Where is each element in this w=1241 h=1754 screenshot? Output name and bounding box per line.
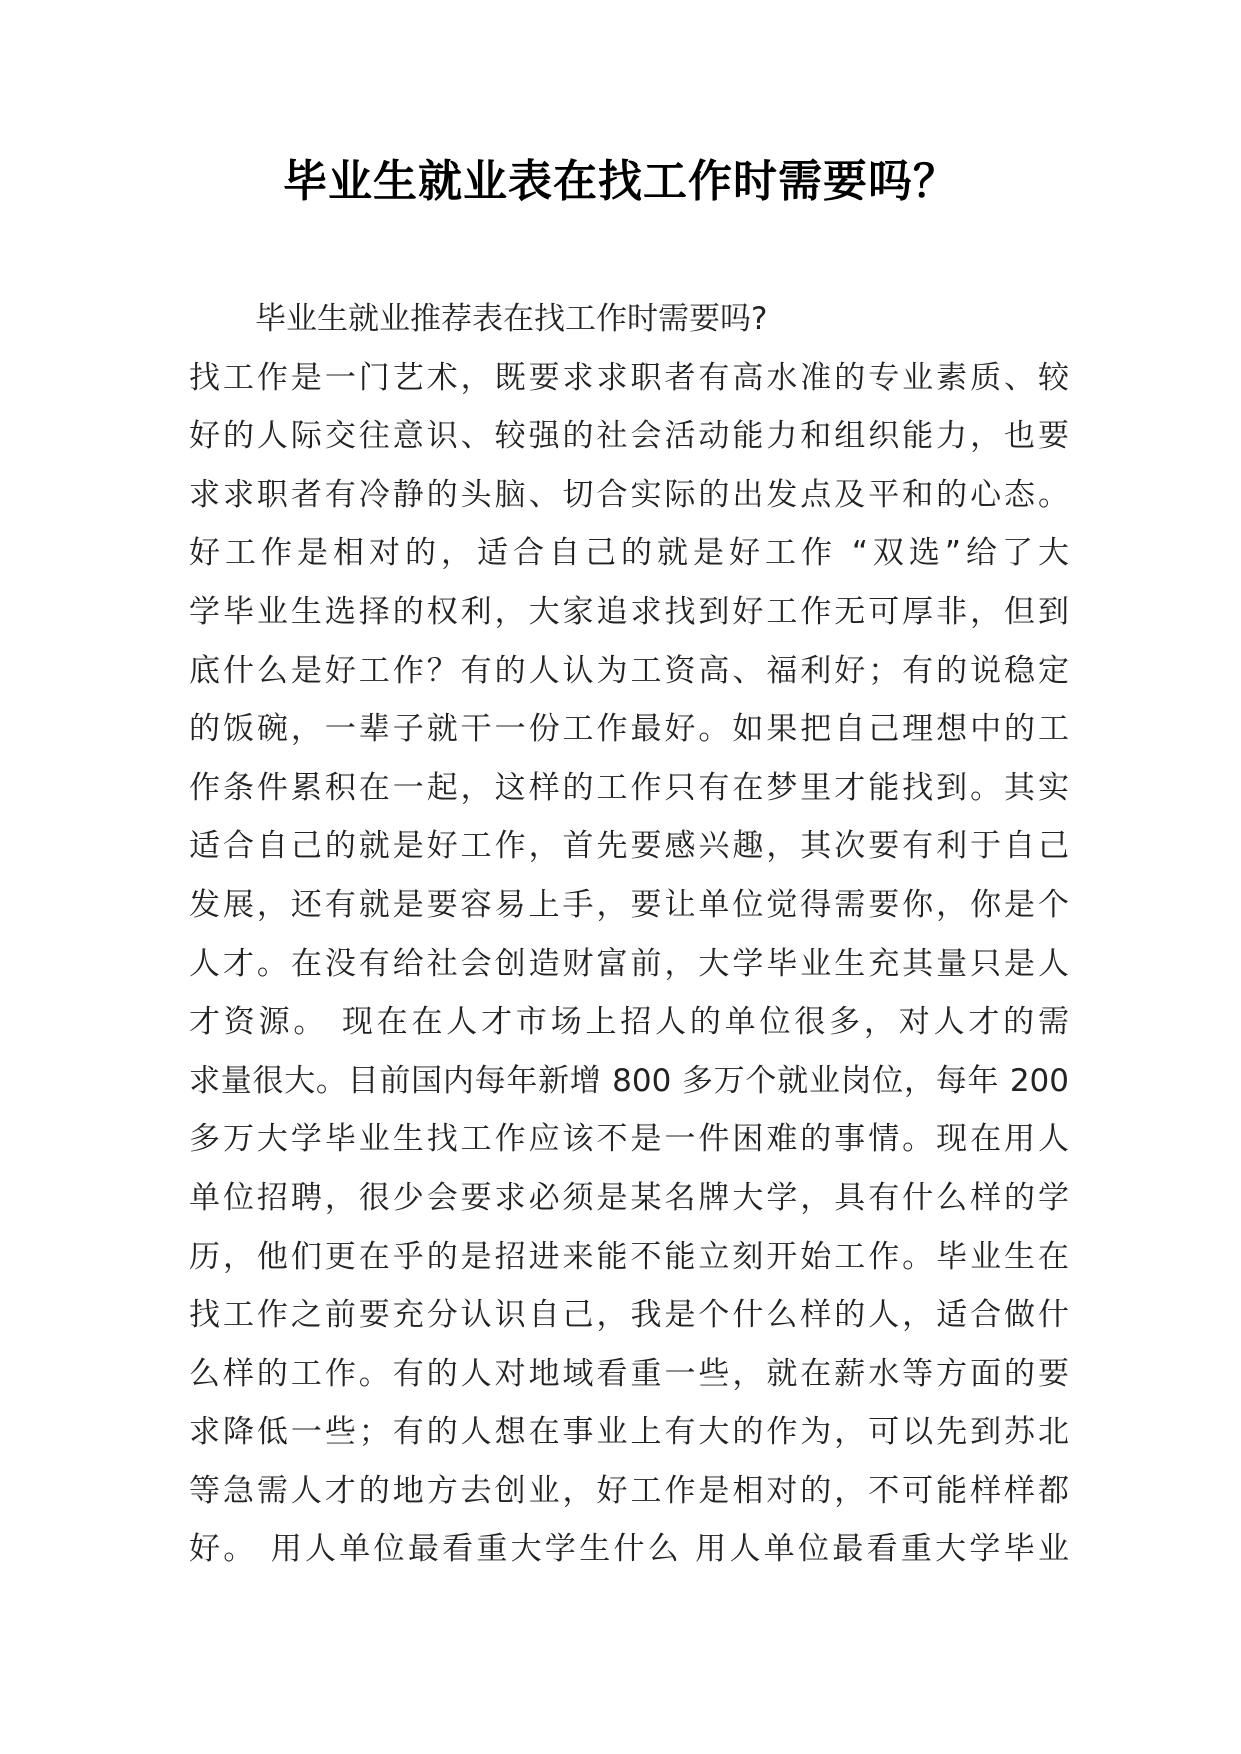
body-line: 的饭碗，一辈子就干一份工作最好。如果把自己理想中的工: [189, 711, 1069, 748]
body-line: 找工作是一门艺术，既要求求职者有高水准的专业素质、较: [189, 359, 1069, 396]
body-line: 单位招聘，很少会要求必须是某名牌大学，具有什么样的学: [189, 1179, 1069, 1216]
body-line: 适合自己的就是好工作，首先要感兴趣，其次要有利于自己: [189, 828, 1069, 865]
body-line: 求求职者有冷静的头脑、切合实际的出发点及平和的心态。: [189, 476, 1069, 513]
body-line: 求降低一些；有的人想在事业上有大的作为，可以先到苏北: [189, 1414, 1069, 1451]
document-title: 毕业生就业表在找工作时需要吗？: [283, 156, 958, 207]
body-line: 历，他们更在乎的是招进来能不能立刻开始工作。毕业生在: [189, 1238, 1069, 1275]
body-line: 么样的工作。有的人对地域看重一些，就在薪水等方面的要: [189, 1355, 1069, 1392]
body-line: 好的人际交往意识、较强的社会活动能力和组织能力，也要: [189, 418, 1069, 455]
body-line: 多万大学毕业生找工作应该不是一件困难的事情。现在用人: [189, 1121, 1069, 1158]
body-line: 好。 用人单位最看重大学生什么 用人单位最看重大学毕业: [189, 1531, 1069, 1568]
body-line: 毕业生就业推荐表在找工作时需要吗?: [255, 301, 768, 337]
body-line: 作条件累积在一起，这样的工作只有在梦里才能找到。其实: [189, 769, 1069, 806]
body-line: 才资源。 现在在人才市场上招人的单位很多，对人才的需: [189, 1004, 1069, 1041]
body-line: 等急需人才的地方去创业，好工作是相对的，不可能样样都: [189, 1472, 1069, 1509]
document-body: [189, 290, 1069, 1579]
body-line: 学毕业生选择的权利，大家追求找到好工作无可厚非，但到: [189, 593, 1069, 630]
body-line: 人才。在没有给社会创造财富前，大学毕业生充其量只是人: [189, 945, 1069, 982]
body-line: 找工作之前要充分认识自己，我是个什么样的人，适合做什: [189, 1297, 1069, 1334]
body-line: 底什么是好工作？有的人认为工资高、福利好；有的说稳定: [189, 652, 1069, 689]
body-line: 发展，还有就是要容易上手，要让单位觉得需要你，你是个: [189, 886, 1069, 923]
body-line: 好工作是相对的，适合自己的就是好工作 “双选”给了大: [189, 535, 1069, 572]
body-line: 求量很大。目前国内每年新增 800 多万个就业岗位，每年 200: [189, 1062, 1069, 1099]
